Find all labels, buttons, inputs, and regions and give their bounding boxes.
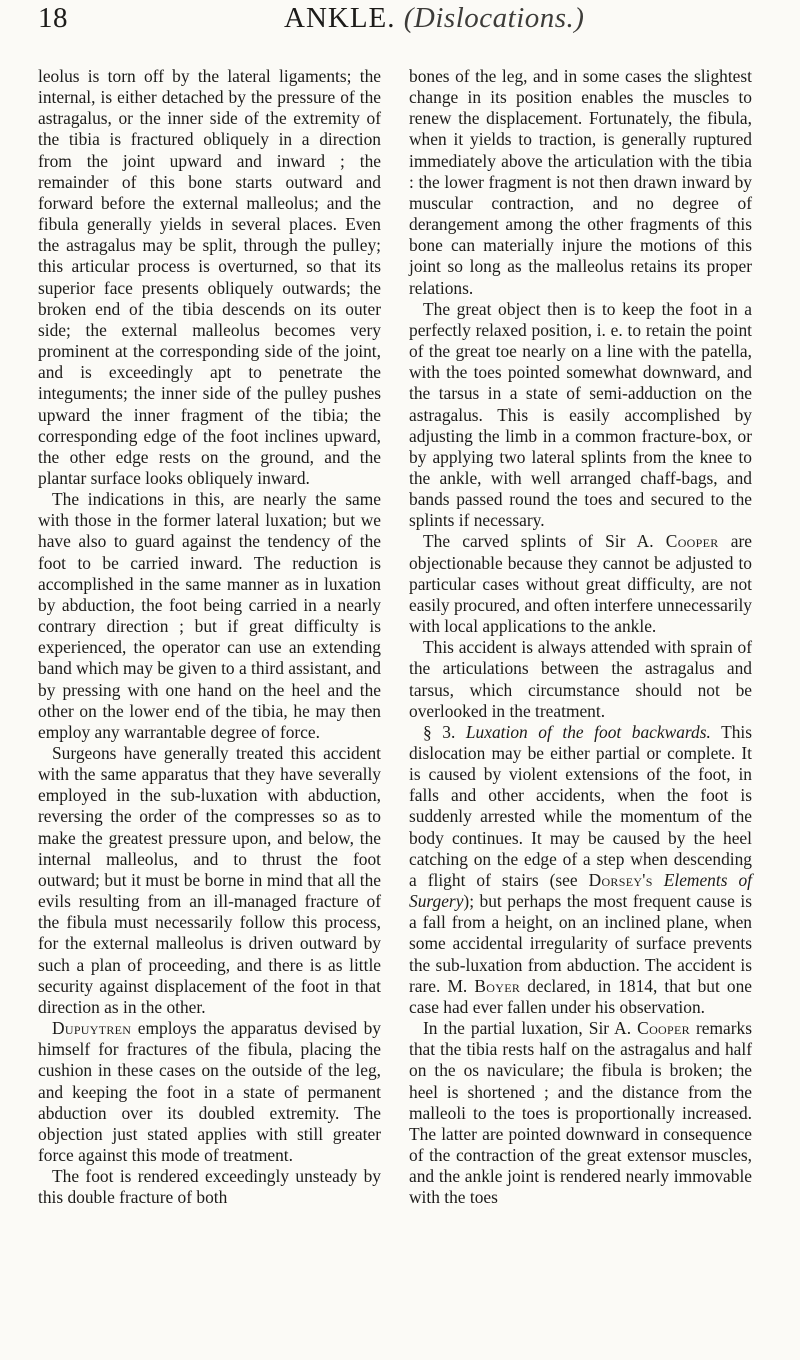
author-name: Cooper bbox=[665, 531, 719, 552]
paragraph: The indications in this, are nearly the same with those in the former lateral luxation; but we have also to guard against the tendency of the foot to be carried inward. The reduction is accomplished in the same manner as in luxation by abduction, the foot being carried in a nearly contrary direction ; but if great difficulty is experienced, the operator can use an extending band which may be given to a third assistant, and by pressing with one hand on the heel and the other on the lower end of the tibia, he may then employ any warrantable degree of force. bbox=[38, 489, 381, 742]
paragraph: This accident is always attended with sprain of the articulations between the astragalus and tarsus, which circumstance should not be overlooked in the treatment. bbox=[409, 637, 752, 721]
paragraph bbox=[38, 1018, 381, 1166]
author-name: Dorsey's bbox=[588, 869, 653, 890]
author-name: Cooper bbox=[637, 1018, 690, 1039]
section-heading: Luxation of the foot backwards. bbox=[465, 721, 711, 742]
paragraph-text: employs the apparatus devised by himself for fractures of the fibula, placing the cushion in these cases on the outside of the leg, and keeping the foot in a state of permanent abduction over its doubled extremity. The objection just stated applies with still greater force against this mode of treatment. bbox=[38, 1018, 381, 1165]
paragraph: bones of the leg, and in some cases the slightest change in its position enables the muscles to renew the displacement. Fortunately, the fibula, when it yields to traction, is generally ruptured immediately above the articulation with the tibia : the lower fragment is not then drawn inward by muscular contraction, and no degree of derangement among the other fragments of this bone can materially injure the motions of this joint so long as the malleolus retains its proper relations. bbox=[409, 66, 752, 298]
page-header bbox=[38, 2, 762, 46]
paragraph-text: are objectionable because they cannot be adjusted to particular cases without great difficulty, are not easily procured, and often interfere unnecessarily with local applications to the ankle. bbox=[409, 531, 752, 637]
paragraph-text: remarks that the tibia rests half on the astragalus and half on the os naviculare; the fibula is broken; the heel is shortened ; and the distance from the malleoli to the toes is proportionally increased. The latter are pointed downward in consequence of the contraction of the great extensor muscles, and the ankle joint is rendered nearly immovable with the toes bbox=[409, 1018, 753, 1208]
paragraph-text: In the partial luxation, Sir A. bbox=[423, 1018, 638, 1039]
paragraph-text: This dislocation may be either partial or complete. It is caused by violent extensions of the foot, in falls and other accidents, when the foot is suddenly arrested while the momentum of the body continues. It may be caused by the heel catching on the edge of a step when descending a flight of stairs (see bbox=[409, 721, 753, 890]
left-column bbox=[38, 66, 381, 1208]
section-paragraph bbox=[409, 722, 752, 1018]
cited-work: Elements of Surgery bbox=[409, 869, 753, 912]
author-name: Boyer bbox=[474, 975, 521, 996]
paragraph: The foot is rendered exceedingly unsteady by this double fracture of both bbox=[38, 1166, 381, 1208]
paragraph: The great object then is to keep the foot in a perfectly relaxed position, i. e. to retain the point of the great toe nearly on a line with the patella, with the toes pointed somewhat downward, and the tarsus in a state of semi-adduction on the astragalus. This is easily accomplished by adjusting the limb in a common fracture-box, or by applying two lateral splints from the knee to the ankle, with well arranged chaff-bags, and bands passed round the toes and secured to the splints if necessary. bbox=[409, 298, 752, 531]
paragraph: leolus is torn off by the lateral ligaments; the internal, is either detached by the pressure of the astragalus, or the inner side of the extremity of the tibia is fractured obliquely in a direction from the joint upward and inward ; the remainder of this bone starts outward and forward before the external malleolus; and the fibula generally yields in several places. Even the astragalus may be split, through the pulley; this articular process is overturned, so that its superior face presents obliquely outwards; the broken end of the tibia descends on its outer side; the external malleolus becomes very prominent at the corresponding side of the joint, and is exceedingly apt to penetrate the integuments; the inner side of the pulley pushes upward the inner fragment of the tibia; the corresponding edge of the foot inclines upward, the other edge rests on the ground, and the plantar surface looks obliquely inward. bbox=[38, 66, 381, 488]
paragraph-text: declared, in 1814, that but one case had ever fallen under his observation. bbox=[409, 975, 753, 1017]
paragraph: Surgeons have generally treated this accident with the same apparatus that they have severally employed in the sub-luxation with abduction, reversing the order of the compresses so as to make the greatest pressure upon, and below, the internal malleolus, and to thrust the foot outward; but it must be borne in mind that all the evils resulting from an ill-managed fracture of the fibula must necessarily follow this process, for the external malleolus is driven outward by such a plan of proceeding, and there is as little security against displacement of the foot in that direction as in the other. bbox=[38, 743, 381, 1017]
running-head-subtitle: (Dislocations.) bbox=[403, 2, 585, 34]
paragraph-text: ); but perhaps the most frequent cause is a fall from a height, on an inclined plane, when some accidental irregularity of surface prevents the sub-luxation from abduction. The accident is rare. M. bbox=[409, 891, 752, 996]
right-column bbox=[409, 66, 752, 1208]
section-number: § 3. bbox=[423, 721, 456, 742]
running-head-title: ANKLE. bbox=[284, 2, 396, 34]
paragraph bbox=[409, 531, 752, 637]
page-number: 18 bbox=[38, 2, 68, 34]
paragraph bbox=[409, 1018, 752, 1208]
author-name: Dupuytren bbox=[52, 1018, 132, 1039]
running-head bbox=[284, 2, 584, 35]
paragraph-text: The carved splints of Sir A. bbox=[423, 531, 666, 552]
